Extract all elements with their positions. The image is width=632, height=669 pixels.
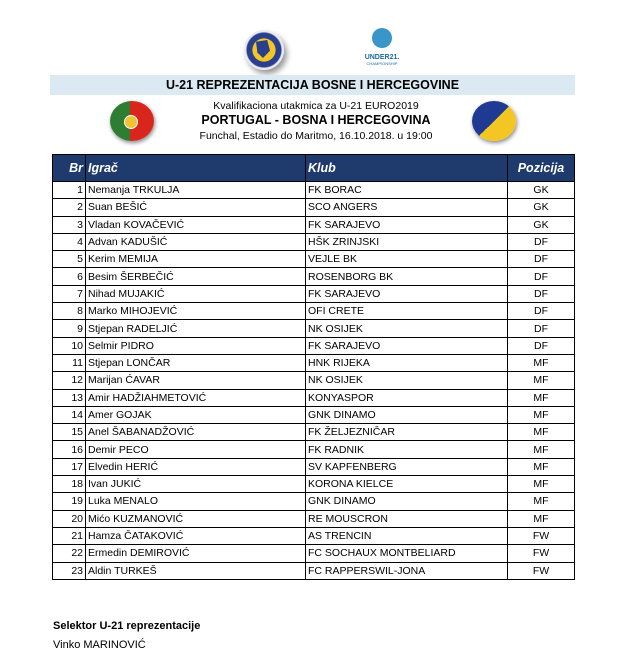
player-name: Vladan KOVAČEVIĆ: [86, 216, 306, 233]
table-row: [53, 285, 575, 302]
position: DF: [508, 337, 575, 354]
row-number: 4: [53, 233, 86, 250]
position: MF: [508, 354, 575, 371]
col-club: Klub: [306, 155, 508, 182]
table-row: [53, 233, 575, 250]
club: SCO ANGERS: [306, 199, 508, 216]
row-number: 22: [53, 545, 86, 562]
player-name: Marko MIHOJEVIĆ: [86, 303, 306, 320]
table-row: [53, 406, 575, 423]
table-row: [53, 458, 575, 475]
row-number: 18: [53, 476, 86, 493]
club: VEJLE BK: [306, 251, 508, 268]
player-name: Amir HADŽIAHMETOVIĆ: [86, 389, 306, 406]
player-name: Demir PECO: [86, 441, 306, 458]
position: MF: [508, 406, 575, 423]
player-name: Stjepan LONČAR: [86, 354, 306, 371]
position: MF: [508, 441, 575, 458]
club: KONYASPOR: [306, 389, 508, 406]
position: DF: [508, 320, 575, 337]
table-row: [53, 510, 575, 527]
club: GNK DINAMO: [306, 493, 508, 510]
row-number: 1: [53, 182, 86, 199]
col-player: Igrač: [86, 155, 306, 182]
player-name: Suan BEŠIĆ: [86, 199, 306, 216]
row-number: 21: [53, 527, 86, 544]
player-name: Anel ŠABANADŽOVIĆ: [86, 424, 306, 441]
row-number: 23: [53, 562, 86, 579]
row-number: 9: [53, 320, 86, 337]
player-name: Ermedin DEMIROVIĆ: [86, 545, 306, 562]
table-row: [53, 216, 575, 233]
club: FK SARAJEVO: [306, 337, 508, 354]
position: MF: [508, 389, 575, 406]
club: AS TRENCIN: [306, 527, 508, 544]
subtitle: Kvalifikaciona utakmica za U-21 EURO2019: [213, 100, 419, 112]
player-name: Nihad MUJAKIĆ: [86, 285, 306, 302]
row-number: 16: [53, 441, 86, 458]
player-name: Selmir PIDRO: [86, 337, 306, 354]
position: DF: [508, 251, 575, 268]
club: FK RADNIK: [306, 441, 508, 458]
match-title: PORTUGAL - BOSNA I HERCEGOVINA: [201, 113, 431, 127]
player-name: Hamza ČATAKOVIĆ: [86, 527, 306, 544]
row-number: 12: [53, 372, 86, 389]
club: GNK DINAMO: [306, 406, 508, 423]
row-number: 13: [53, 389, 86, 406]
uefa-u21-logo: UNDER21. CHAMPIONSHIP: [362, 28, 402, 68]
player-name: Elvedin HERIĆ: [86, 458, 306, 475]
player-name: Stjepan RADELJIĆ: [86, 320, 306, 337]
coach-label: Selektor U-21 reprezentacije: [53, 620, 201, 632]
table-row: [53, 337, 575, 354]
table-row: [53, 182, 575, 199]
position: GK: [508, 216, 575, 233]
row-number: 10: [53, 337, 86, 354]
position: FW: [508, 527, 575, 544]
row-number: 20: [53, 510, 86, 527]
player-name: Marijan ĆAVAR: [86, 372, 306, 389]
table-row: [53, 268, 575, 285]
table-row: [53, 354, 575, 371]
club: HŠK ZRINJSKI: [306, 233, 508, 250]
row-number: 5: [53, 251, 86, 268]
player-name: Ivan JUKIĆ: [86, 476, 306, 493]
bih-federation-logo: [244, 30, 284, 70]
table-row: [53, 527, 575, 544]
club: FK SARAJEVO: [306, 216, 508, 233]
row-number: 17: [53, 458, 86, 475]
player-name: Luka MENALO: [86, 493, 306, 510]
position: MF: [508, 476, 575, 493]
position: MF: [508, 372, 575, 389]
row-number: 15: [53, 424, 86, 441]
club: FC SOCHAUX MONTBELIARD: [306, 545, 508, 562]
row-number: 6: [53, 268, 86, 285]
row-number: 2: [53, 199, 86, 216]
position: MF: [508, 493, 575, 510]
club: SV KAPFENBERG: [306, 458, 508, 475]
position: DF: [508, 233, 575, 250]
row-number: 19: [53, 493, 86, 510]
table-row: [53, 320, 575, 337]
coach-name: Vinko MARINOVIĆ: [53, 639, 146, 651]
table-row: [53, 389, 575, 406]
club: FC RAPPERSWIL-JONA: [306, 562, 508, 579]
club: FK ŽELJEZNIČAR: [306, 424, 508, 441]
table-row: [53, 251, 575, 268]
table-row: [53, 562, 575, 579]
row-number: 11: [53, 354, 86, 371]
table-row: [53, 303, 575, 320]
row-number: 3: [53, 216, 86, 233]
player-name: Aldin TURKEŠ: [86, 562, 306, 579]
col-br: Br: [53, 155, 86, 182]
club: FK BORAC: [306, 182, 508, 199]
club: KORONA KIELCE: [306, 476, 508, 493]
position: DF: [508, 303, 575, 320]
club: NK OSIJEK: [306, 320, 508, 337]
table-row: [53, 476, 575, 493]
position: MF: [508, 458, 575, 475]
table-row: [53, 424, 575, 441]
table-row: [53, 493, 575, 510]
venue: Funchal, Estadio do Maritmo, 16.10.2018. u 19:00: [199, 130, 433, 142]
player-name: Nemanja TRKULJA: [86, 182, 306, 199]
player-name: Kerim MEMIJA: [86, 251, 306, 268]
table-row: [53, 199, 575, 216]
club: FK SARAJEVO: [306, 285, 508, 302]
club: RE MOUSCRON: [306, 510, 508, 527]
squad-table: [52, 154, 575, 580]
position: GK: [508, 182, 575, 199]
position: MF: [508, 424, 575, 441]
table-row: [53, 441, 575, 458]
row-number: 8: [53, 303, 86, 320]
position: DF: [508, 268, 575, 285]
document-title: U-21 REPREZENTACIJA BOSNE I HERCEGOVINE: [50, 75, 575, 95]
position: FW: [508, 545, 575, 562]
position: MF: [508, 510, 575, 527]
table-row: [53, 545, 575, 562]
club: ROSENBORG BK: [306, 268, 508, 285]
table-row: [53, 372, 575, 389]
player-name: Advan KADUŠIĆ: [86, 233, 306, 250]
position: FW: [508, 562, 575, 579]
row-number: 7: [53, 285, 86, 302]
player-name: Mićo KUZMANOVIĆ: [86, 510, 306, 527]
player-name: Besim ŠERBEČIĆ: [86, 268, 306, 285]
player-name: Amer GOJAK: [86, 406, 306, 423]
row-number: 14: [53, 406, 86, 423]
club: NK OSIJEK: [306, 372, 508, 389]
club: OFI CRETE: [306, 303, 508, 320]
club: HNK RIJEKA: [306, 354, 508, 371]
position: DF: [508, 285, 575, 302]
col-position: Pozicija: [508, 155, 575, 182]
position: GK: [508, 199, 575, 216]
